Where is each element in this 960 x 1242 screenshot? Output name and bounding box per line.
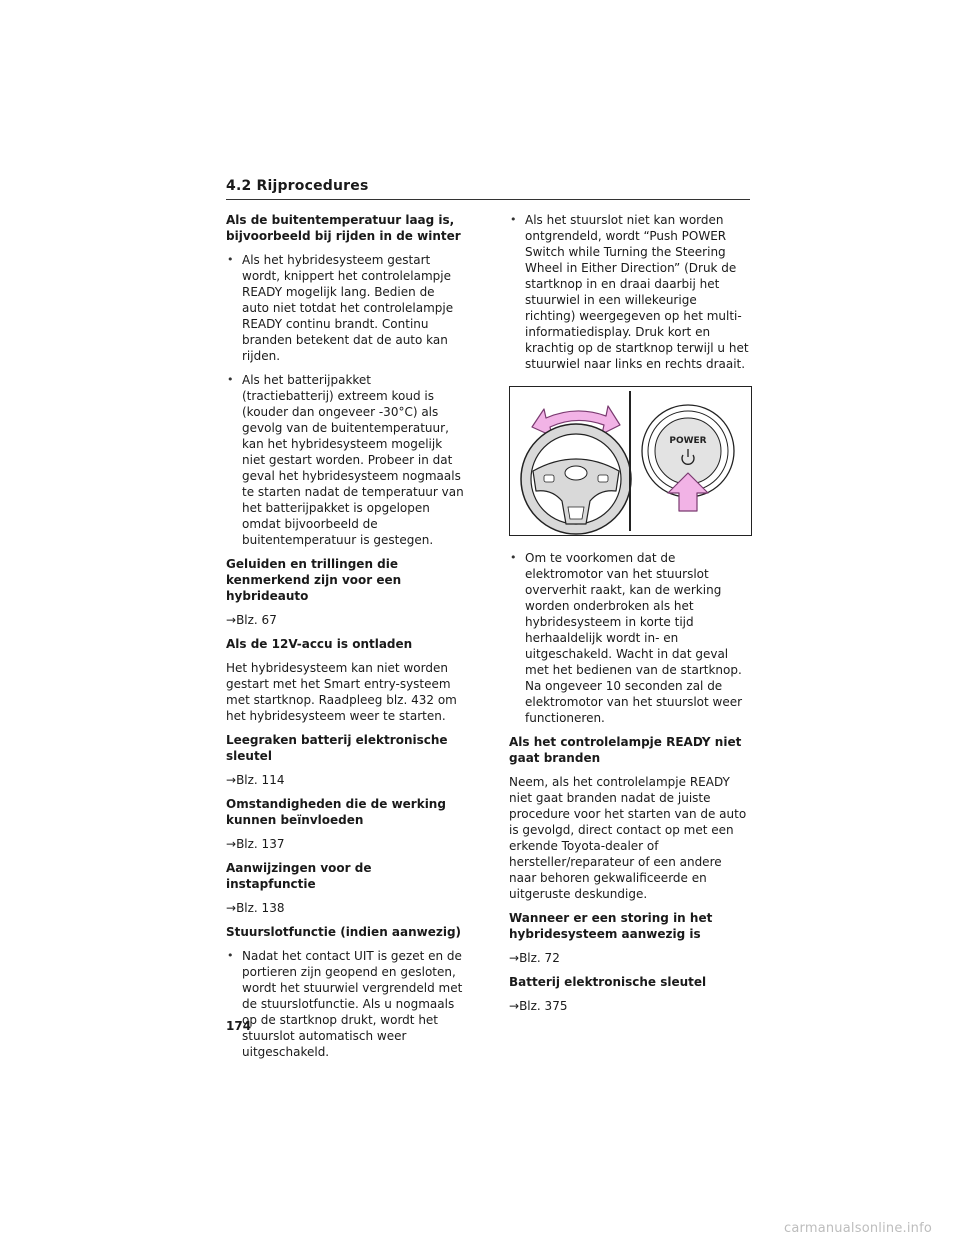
steering-power-illustration <box>509 386 752 536</box>
page-reference[interactable]: →Blz. 138 <box>226 901 285 915</box>
bullet-list-motor <box>509 550 750 726</box>
paragraph: Neem, als het controlelampje READY niet gaat branden nadat de juiste procedure voor het starten van de auto is gevolgd, direct contact op met een erkende Toyota-dealer of hersteller/reparateur of een andere naar behoren gekwalificeerde en uitgeruste deskundige. <box>509 775 747 901</box>
bullet-item: • Als het stuurslot niet kan worden ontgrendeld, wordt “Push POWER Switch while Turning the Steering Wheel in Either Direction” (Druk de startknop in en draai daarbij het stuurwiel in een willekeurige richting) weergegeven op het multi-informatiedisplay. Druk kort en krachtig op de startknop terwijl u het stuurwiel naar links en rechts draait. <box>509 212 750 372</box>
watermark-logo: carmanualsonline.info <box>784 1221 933 1236</box>
heading-sounds: Geluiden en trillingen die kenmerkend zijn voor een hybrideauto <box>226 557 402 603</box>
right-column <box>509 212 750 1022</box>
bullet-item: • Om te voorkomen dat de elektromotor van het stuurslot oververhit raakt, kan de werking worden onderbroken als het hybridesysteem in korte tijd herhaaldelijk wordt in- en uitgeschakeld. Wacht in dat geval met het bedienen van de startknop. Na ongeveer 10 seconden zal de elektromotor van het stuurslot weer functioneren. <box>509 550 750 726</box>
bullet-item: • Nadat het contact UIT is gezet en de portieren zijn geopend en gesloten, wordt het stuurwiel vergrendeld met de stuurslotfunctie. Als u nogmaals op de startknop drukt, wordt het stuurslot automatisch weer uitgeschakeld. <box>226 948 464 1060</box>
right-arrow-icon: → <box>509 951 520 965</box>
page-reference[interactable]: →Blz. 67 <box>226 613 277 627</box>
right-arrow-icon: → <box>226 613 237 627</box>
bullet-list-steering-lock <box>226 948 464 1060</box>
heading-key-battery-2: Batterij elektronische sleutel <box>509 975 707 989</box>
page-reference[interactable]: →Blz. 137 <box>226 837 285 851</box>
bullet-list-lock-release <box>509 212 750 372</box>
heading-hybrid-fault: Wanneer er een storing in het hybridesysteem aanwezig is <box>509 911 713 941</box>
bullet-item: • Als het batterijpakket (tractiebatterij) extreem koud is (kouder dan ongeveer -30°C) als gevolg van de buitentemperatuur, kan het hybridesysteem mogelijk niet gestart worden. Probeer in dat geval het hybridesysteem nogmaals te starten nadat de temperatuur van het batterijpakket is opgelopen omdat bijvoorbeeld de buitentemperatuur is gestegen. <box>226 372 464 548</box>
page-reference[interactable]: →Blz. 375 <box>509 999 568 1013</box>
steering-wheel-icon <box>521 424 631 534</box>
right-arrow-icon: → <box>226 901 237 915</box>
paragraph: Het hybridesysteem kan niet worden gestart met het Smart entry-systeem met startknop. Raadpleeg blz. 432 om het hybridesysteem weer te starten. <box>226 661 457 723</box>
header-divider <box>226 199 750 200</box>
bullet-item: • Als het hybridesysteem gestart wordt, knippert het controlelampje READY mogelijk lang. Bedien de auto niet totdat het controlelampje READY continu brandt. Continu branden betekent dat de auto kan rijden. <box>226 252 464 364</box>
heading-winter: Als de buitentemperatuur laag is, bijvoorbeeld bij rijden in de winter <box>226 213 461 243</box>
heading-entry-function: Aanwijzingen voor de instapfunctie <box>226 861 372 891</box>
heading-key-battery: Leegraken batterij elektronische sleutel <box>226 733 448 763</box>
power-label: POWER <box>669 436 707 446</box>
heading-12v-battery: Als de 12V-accu is ontladen <box>226 637 413 651</box>
heading-ready-lamp: Als het controlelampje READY niet gaat branden <box>509 735 742 765</box>
page-header <box>226 178 750 200</box>
right-arrow-icon: → <box>509 999 520 1013</box>
right-arrow-icon: → <box>226 773 237 787</box>
left-column <box>226 212 464 1068</box>
right-arrow-icon: → <box>226 837 237 851</box>
illustration-svg <box>510 387 751 535</box>
bullet-list-winter <box>226 252 464 548</box>
heading-steering-lock: Stuurslotfunctie (indien aanwezig) <box>226 925 462 939</box>
page-reference[interactable]: →Blz. 114 <box>226 773 285 787</box>
page-number: 174 <box>226 1019 252 1033</box>
page-reference[interactable]: →Blz. 72 <box>509 951 560 965</box>
heading-conditions: Omstandigheden die de werking kunnen beïnvloeden <box>226 797 446 827</box>
section-title: 4.2 Rijprocedures <box>226 178 369 194</box>
